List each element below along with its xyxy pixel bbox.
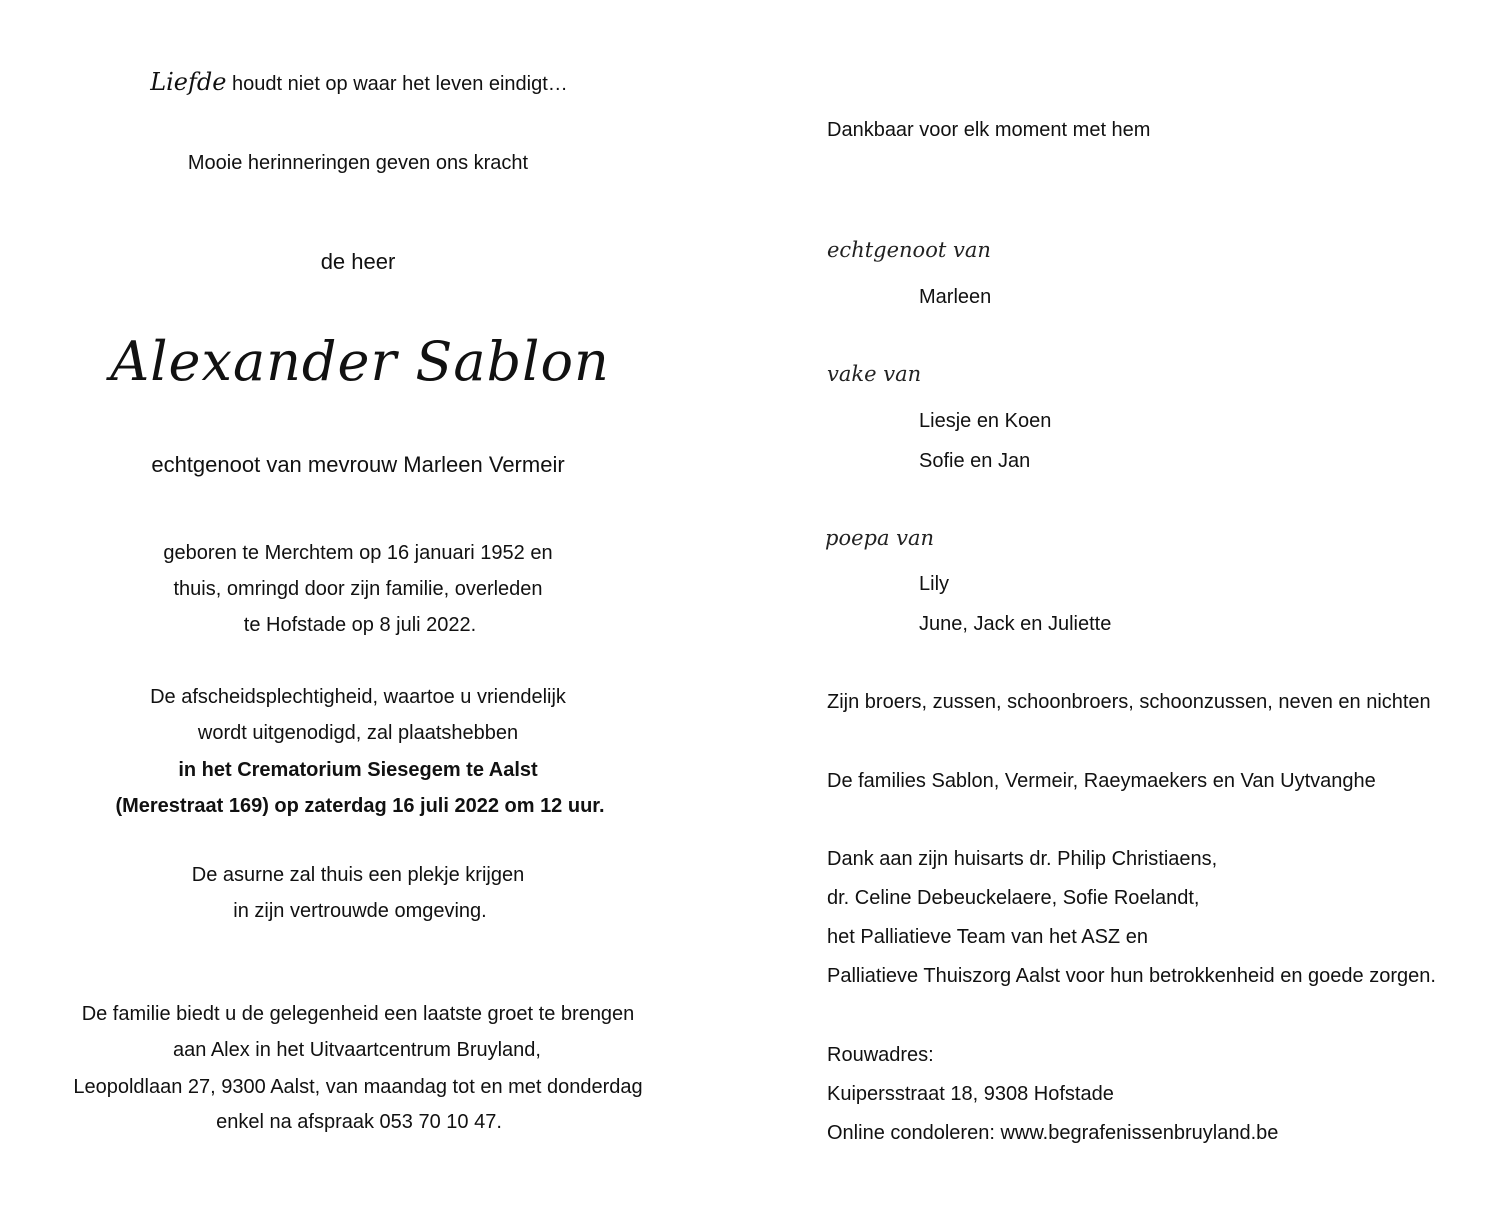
- address-street: Kuipersstraat 18, 9308 Hofstade: [827, 1083, 1114, 1105]
- child-entry: Sofie en Jan: [919, 450, 1031, 472]
- birth-line-1: geboren te Merchtem op 16 januari 1952 en: [163, 542, 553, 564]
- ceremony-line-1: De afscheidsplechtigheid, waartoe u vriendelijk: [150, 686, 566, 708]
- thanks-line-3: het Palliatieve Team van het ASZ en: [827, 926, 1148, 948]
- father-label: vake van: [827, 362, 922, 386]
- online-condolence: Online condoleren: www.begrafenissenbruyland.be: [827, 1122, 1279, 1144]
- grandchild-entry: June, Jack en Juliette: [919, 613, 1112, 635]
- spouse-label: echtgenoot van: [827, 238, 991, 262]
- motto: [150, 70, 568, 94]
- ceremony-line-2: wordt uitgenodigd, zal plaatshebben: [197, 722, 519, 744]
- ceremony-date: (Merestraat 169) op zaterdag 16 juli 2022 om 12 uur.: [115, 795, 605, 817]
- urn-line-1: De asurne zal thuis een plekje krijgen: [191, 864, 525, 886]
- title-line: de heer: [320, 249, 396, 274]
- spouse-line: echtgenoot van mevrouw Marleen Vermeir: [151, 452, 565, 477]
- thanks-line-2: dr. Celine Debeuckelaere, Sofie Roelandt,: [827, 887, 1200, 909]
- memories-line: Mooie herinneringen geven ons kracht: [187, 152, 529, 174]
- motto-rest: houdt niet op waar het leven eindigt…: [232, 73, 568, 95]
- urn-line-2: in zijn vertrouwde omgeving.: [233, 900, 487, 922]
- spouse-name: Marleen: [919, 286, 992, 308]
- child-entry: Liesje en Koen: [919, 410, 1052, 432]
- grandpa-label: poepa van: [825, 526, 935, 550]
- families-line: De families Sablon, Vermeir, Raeymaekers en Van Uytvanghe: [827, 770, 1376, 792]
- siblings-line: Zijn broers, zussen, schoonbroers, schoonzussen, neven en nichten: [827, 691, 1431, 713]
- thanks-line-4: Palliatieve Thuiszorg Aalst voor hun betrokkenheid en goede zorgen.: [827, 965, 1436, 987]
- ceremony-location: in het Crematorium Siesegem te Aalst: [178, 759, 538, 781]
- deceased-name: Alexander Sablon: [110, 330, 610, 393]
- grateful-line: Dankbaar voor elk moment met hem: [827, 119, 1151, 141]
- birth-line-2: thuis, omringd door zijn familie, overleden: [173, 578, 543, 600]
- birth-line-3: te Hofstade op 8 juli 2022.: [243, 614, 477, 636]
- visit-line-1: De familie biedt u de gelegenheid een laatste groet te brengen: [81, 1003, 635, 1025]
- address-label: Rouwadres:: [827, 1044, 934, 1066]
- visit-line-2: aan Alex in het Uitvaartcentrum Bruyland,: [173, 1039, 541, 1061]
- grandchild-entry: Lily: [919, 573, 950, 595]
- motto-script-word: Liefde: [150, 68, 227, 96]
- thanks-line-1: Dank aan zijn huisarts dr. Philip Christiaens,: [827, 848, 1218, 870]
- visit-line-3: Leopoldlaan 27, 9300 Aalst, van maandag tot en met donderdag: [73, 1076, 643, 1098]
- visit-line-4: enkel na afspraak 053 70 10 47.: [216, 1111, 502, 1133]
